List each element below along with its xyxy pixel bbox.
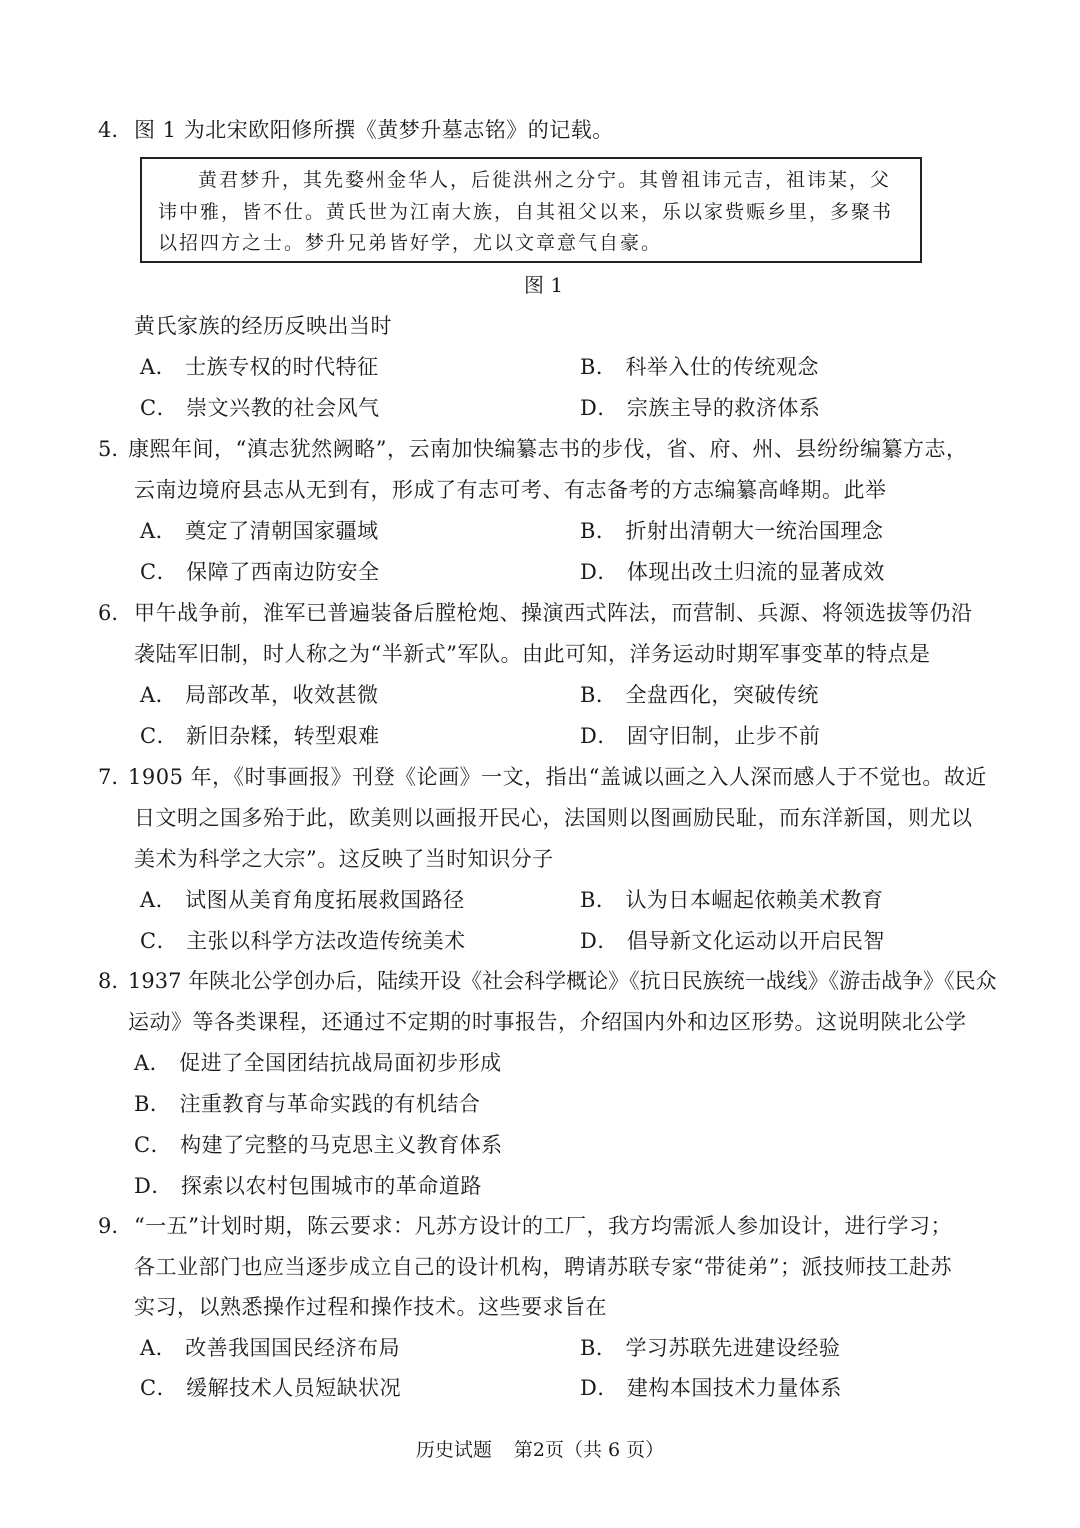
footer-subject: 历史试题 bbox=[415, 1439, 492, 1461]
option-label: D． bbox=[580, 396, 619, 420]
question-7-line-2: 日文明之国多殆于此，欧美则以画报开民心，法国则以图画励民耻，而东洋新国，则尤以 bbox=[134, 806, 973, 830]
question-9-line-3: 实习，以熟悉操作过程和操作技术。这些要求旨在 bbox=[134, 1295, 607, 1319]
question-5-line-2: 云南边境府县志从无到有，形成了有志可考、有志备考的方志编纂高峰期。此举 bbox=[134, 478, 887, 502]
question-4-option-d bbox=[580, 393, 820, 423]
question-4-option-b bbox=[580, 352, 819, 382]
question-6-option-b bbox=[580, 680, 819, 710]
question-7-option-b bbox=[580, 885, 883, 915]
option-text: 固守旧制，止步不前 bbox=[626, 724, 821, 748]
question-5-option-c bbox=[140, 557, 380, 587]
option-label: C． bbox=[140, 396, 179, 420]
question-8-number: 8. bbox=[98, 969, 119, 993]
option-label: C． bbox=[140, 724, 179, 748]
question-8-option-a bbox=[134, 1048, 502, 1078]
figure-caption: 图 1 bbox=[524, 273, 564, 297]
option-label: B． bbox=[580, 683, 618, 707]
option-label: D． bbox=[580, 929, 619, 953]
option-label: D． bbox=[580, 1376, 619, 1400]
question-6-option-d bbox=[580, 721, 820, 751]
option-label: A． bbox=[140, 888, 178, 912]
question-6-number: 6. bbox=[98, 601, 119, 625]
option-text: 促进了全国团结抗战局面初步形成 bbox=[179, 1051, 502, 1075]
question-9-line-2: 各工业部门也应当逐步成立自己的设计机构，聘请苏联专家“带徒弟”；派技师技工赴苏 bbox=[134, 1255, 952, 1279]
option-label: C． bbox=[140, 929, 179, 953]
question-4-stem: 黄氏家族的经历反映出当时 bbox=[134, 314, 392, 338]
question-4-line-1: 图 1 为北宋欧阳修所撰《黄梦升墓志铭》的记载。 bbox=[134, 118, 614, 142]
option-text: 士族专权的时代特征 bbox=[185, 355, 379, 379]
option-text: 构建了完整的马克思主义教育体系 bbox=[180, 1133, 503, 1157]
option-label: A． bbox=[140, 1336, 178, 1360]
option-label: B． bbox=[580, 355, 618, 379]
option-text: 倡导新文化运动以开启民智 bbox=[626, 929, 885, 953]
question-9-option-a bbox=[140, 1333, 400, 1363]
option-text: 宗族主导的救济体系 bbox=[626, 396, 821, 420]
option-label: B． bbox=[580, 519, 618, 543]
question-7-line-3: 美术为科学之大宗”。这反映了当时知识分子 bbox=[134, 847, 554, 871]
option-label: B． bbox=[134, 1092, 172, 1116]
option-label: C． bbox=[140, 560, 179, 584]
question-5-line-1: 康熙年间，“滇志犹然阙略”，云南加快编纂志书的步伐，省、府、州、县纷纷编纂方志， bbox=[128, 437, 968, 461]
option-text: 认为日本崛起依赖美术教育 bbox=[625, 888, 884, 912]
question-7-option-c bbox=[140, 926, 466, 956]
question-9-number: 9. bbox=[98, 1214, 119, 1238]
option-label: A． bbox=[140, 683, 178, 707]
footer-page-number: 第2页（共 6 页） bbox=[513, 1439, 665, 1461]
question-8-option-d bbox=[134, 1171, 482, 1201]
quote-line-2: 讳中雅，皆不仕。黄氏世为江南大族，自其祖父以来，乐以家赀赈乡里，多聚书 bbox=[158, 201, 894, 223]
question-8-option-b bbox=[134, 1089, 480, 1119]
option-text: 探索以农村包围城市的革命道路 bbox=[180, 1174, 482, 1198]
option-text: 奠定了清朝国家疆域 bbox=[185, 519, 379, 543]
question-8-line-2: 运动》等各类课程，还通过不定期的时事报告，介绍国内外和边区形势。这说明陕北公学 bbox=[128, 1010, 967, 1034]
option-label: A． bbox=[140, 519, 178, 543]
option-text: 体现出改土归流的显著成效 bbox=[626, 560, 885, 584]
question-6-option-a bbox=[140, 680, 379, 710]
question-7-option-a bbox=[140, 885, 465, 915]
option-text: 缓解技术人员短缺状况 bbox=[186, 1376, 402, 1400]
quote-line-1: 黄君梦升，其先婺州金华人，后徙洪州之分宁。其曾祖讳元吉，祖讳某，父 bbox=[198, 169, 892, 191]
option-label: B． bbox=[580, 1336, 618, 1360]
option-label: D． bbox=[580, 560, 619, 584]
question-5-option-b bbox=[580, 516, 883, 546]
option-text: 学习苏联先进建设经验 bbox=[625, 1336, 841, 1360]
question-7-number: 7. bbox=[98, 765, 119, 789]
question-9-option-d bbox=[580, 1373, 842, 1403]
option-label: C． bbox=[140, 1376, 179, 1400]
option-text: 保障了西南边防安全 bbox=[186, 560, 380, 584]
option-text: 主张以科学方法改造传统美术 bbox=[186, 929, 466, 953]
option-label: D． bbox=[580, 724, 619, 748]
question-9-option-b bbox=[580, 1333, 840, 1363]
question-6-line-2: 袭陆军旧制，时人称之为“半新式”军队。由此可知，洋务运动时期军事变革的特点是 bbox=[134, 642, 931, 666]
question-9-line-1: “一五”计划时期，陈云要求：凡苏方设计的工厂，我方均需派人参加设计，进行学习； bbox=[134, 1214, 952, 1238]
option-text: 全盘西化，突破传统 bbox=[625, 683, 819, 707]
option-label: B． bbox=[580, 888, 618, 912]
question-4-option-a bbox=[140, 352, 379, 382]
question-4-option-c bbox=[140, 393, 380, 423]
option-text: 建构本国技术力量体系 bbox=[626, 1376, 842, 1400]
question-7-line-1: 1905 年，《时事画报》刊登《论画》一文，指出“盖诚以画之入人深而感人于不觉也。故近 bbox=[128, 765, 987, 789]
option-label: C． bbox=[134, 1133, 173, 1157]
option-label: D． bbox=[134, 1174, 173, 1198]
question-5-option-a bbox=[140, 516, 379, 546]
quote-line-3: 以招四方之士。梦升兄弟皆好学，尤以文章意气自豪。 bbox=[158, 232, 663, 254]
question-9-option-c bbox=[140, 1373, 401, 1403]
option-text: 新旧杂糅，转型艰难 bbox=[186, 724, 380, 748]
question-7-option-d bbox=[580, 926, 885, 956]
option-text: 试图从美育角度拓展救国路径 bbox=[185, 888, 465, 912]
option-text: 科举入仕的传统观念 bbox=[625, 355, 819, 379]
question-8-line-1: 1937 年陕北公学创办后，陆续开设《社会科学概论》《抗日民族统一战线》《游击战争》《民众 bbox=[128, 969, 997, 993]
question-5-number: 5. bbox=[98, 437, 119, 461]
question-4-number: 4. bbox=[98, 118, 119, 142]
option-text: 崇文兴教的社会风气 bbox=[186, 396, 380, 420]
page-footer bbox=[0, 1437, 1080, 1463]
question-6-option-c bbox=[140, 721, 380, 751]
option-label: A． bbox=[140, 355, 178, 379]
option-text: 改善我国国民经济布局 bbox=[185, 1336, 401, 1360]
option-text: 折射出清朝大一统治国理念 bbox=[625, 519, 884, 543]
option-text: 局部改革，收效甚微 bbox=[185, 683, 379, 707]
question-5-option-d bbox=[580, 557, 885, 587]
question-6-line-1: 甲午战争前，淮军已普遍装备后膛枪炮、操演西式阵法，而营制、兵源、将领选拔等仍沿 bbox=[134, 601, 973, 625]
option-label: A． bbox=[134, 1051, 172, 1075]
question-8-option-c bbox=[134, 1130, 503, 1160]
option-text: 注重教育与革命实践的有机结合 bbox=[179, 1092, 481, 1116]
